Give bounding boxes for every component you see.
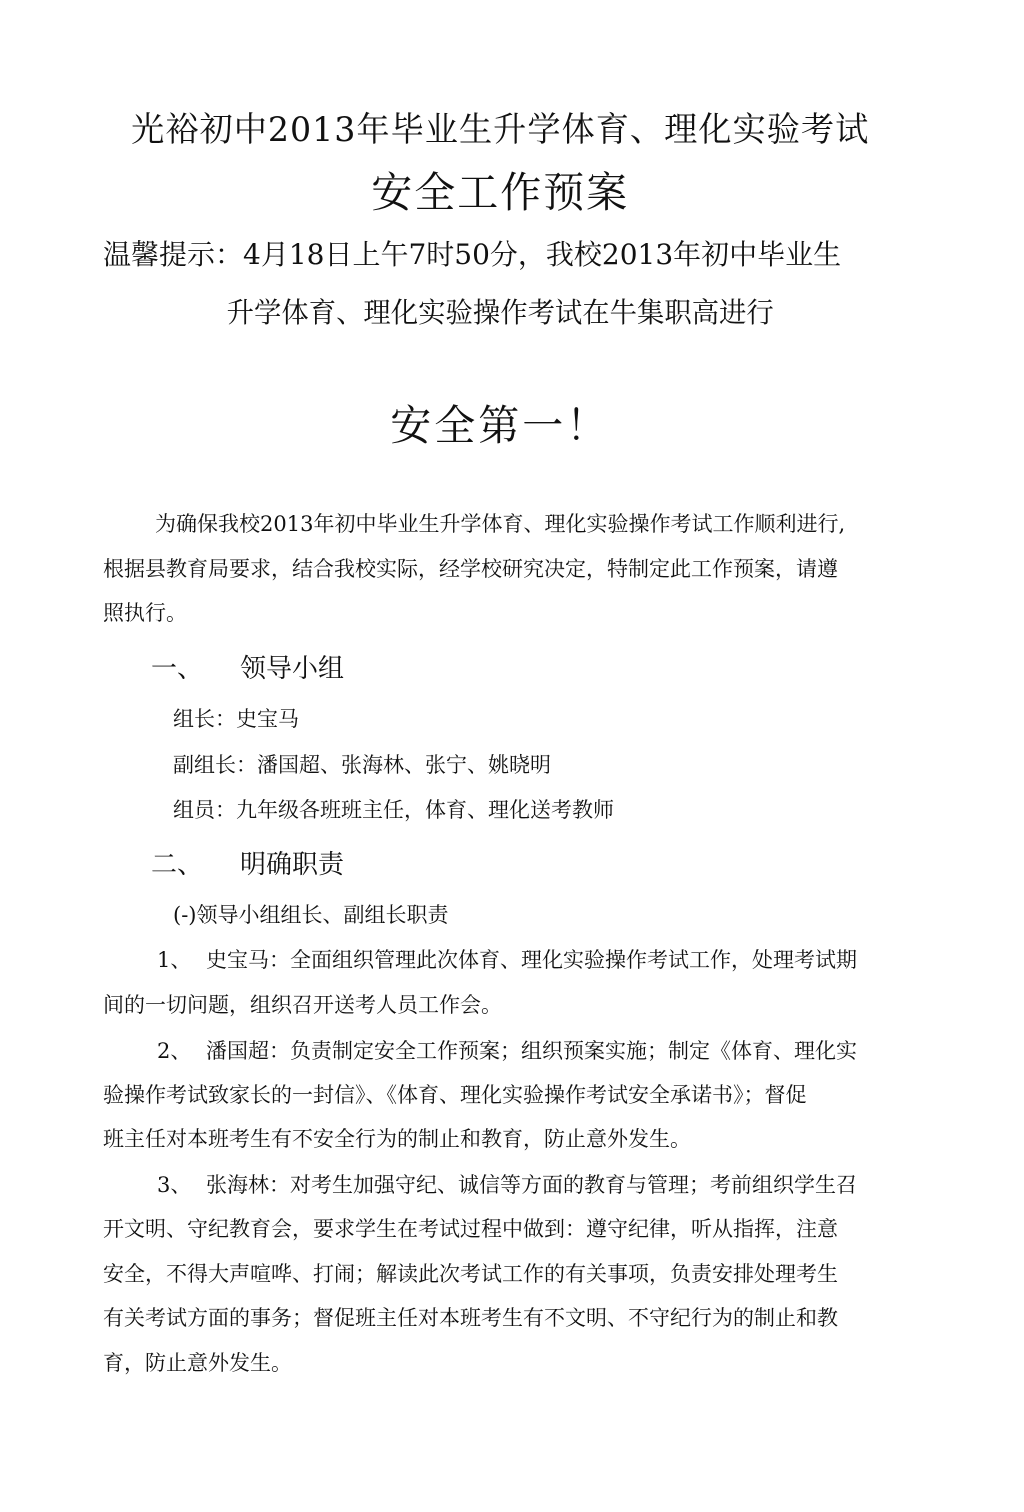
intro-line-2: 根据县教育局要求，结合我校实际，经学校研究决定，特制定此工作预案，请遵 (103, 557, 838, 581)
safety-slogan: 安全第一！ (390, 401, 611, 450)
item-2-first-line: 潘国超：负责制定安全工作预案；组织预案实施；制定《体育、理化实 (206, 1039, 857, 1063)
item-3-line-3: 安全，不得大声喧哗、打闹；解读此次考试工作的有关事项，负责安排处理考生 (103, 1262, 838, 1286)
notice-line-2: 升学体育、理化实验操作考试在牛集职高进行 (226, 296, 774, 329)
section-2-subheading: (-)领导小组组长、副组长职责 (173, 903, 449, 927)
section-1-title: 领导小组 (240, 654, 345, 684)
document-title-line-2: 安全工作预案 (371, 168, 630, 217)
notice-line-1: 温馨提示：4月18日上午7时50分，我校2013年初中毕业生 (103, 238, 842, 271)
item-1-number: 1、 (157, 948, 192, 972)
document-title-line-1: 光裕初中2013年毕业生升学体育、理化实验考试 (131, 110, 870, 150)
item-3-line-2: 开文明、守纪教育会，要求学生在考试过程中做到：遵守纪律，听从指挥，注意 (103, 1217, 838, 1241)
leader-line: 组长：史宝马 (173, 707, 299, 731)
deputies-line: 副组长：潘国超、张海林、张宁、姚晓明 (173, 753, 551, 777)
item-1-first-line: 史宝马：全面组织管理此次体育、理化实验操作考试工作，处理考试期 (206, 948, 857, 972)
intro-line-1: 为确保我校2013年初中毕业生升学体育、理化实验操作考试工作顺利进行, (155, 512, 846, 536)
section-2-title: 明确职责 (240, 850, 345, 880)
item-2-line-3: 班主任对本班考生有不安全行为的制止和教育，防止意外发生。 (103, 1127, 691, 1151)
item-2-line-2: 验操作考试致家长的一封信》、《体育、理化实验操作考试安全承诺书》；督促 (103, 1083, 807, 1107)
intro-line-3: 照执行。 (103, 601, 187, 625)
section-1-number: 一、 (151, 654, 204, 684)
section-2-number: 二、 (151, 850, 204, 880)
members-line: 组员：九年级各班班主任，体育、理化送考教师 (173, 798, 614, 822)
item-2-number: 2、 (157, 1039, 192, 1063)
item-3-number: 3、 (157, 1173, 192, 1197)
item-3-line-4: 有关考试方面的事务；督促班主任对本班考生有不文明、不守纪行为的制止和教 (103, 1306, 838, 1330)
item-3-line-5: 育，防止意外发生。 (103, 1351, 292, 1375)
item-1-line-2: 间的一切问题，组织召开送考人员工作会。 (103, 993, 502, 1017)
item-3-first-line: 张海林：对考生加强守纪、诚信等方面的教育与管理；考前组织学生召 (206, 1173, 857, 1197)
